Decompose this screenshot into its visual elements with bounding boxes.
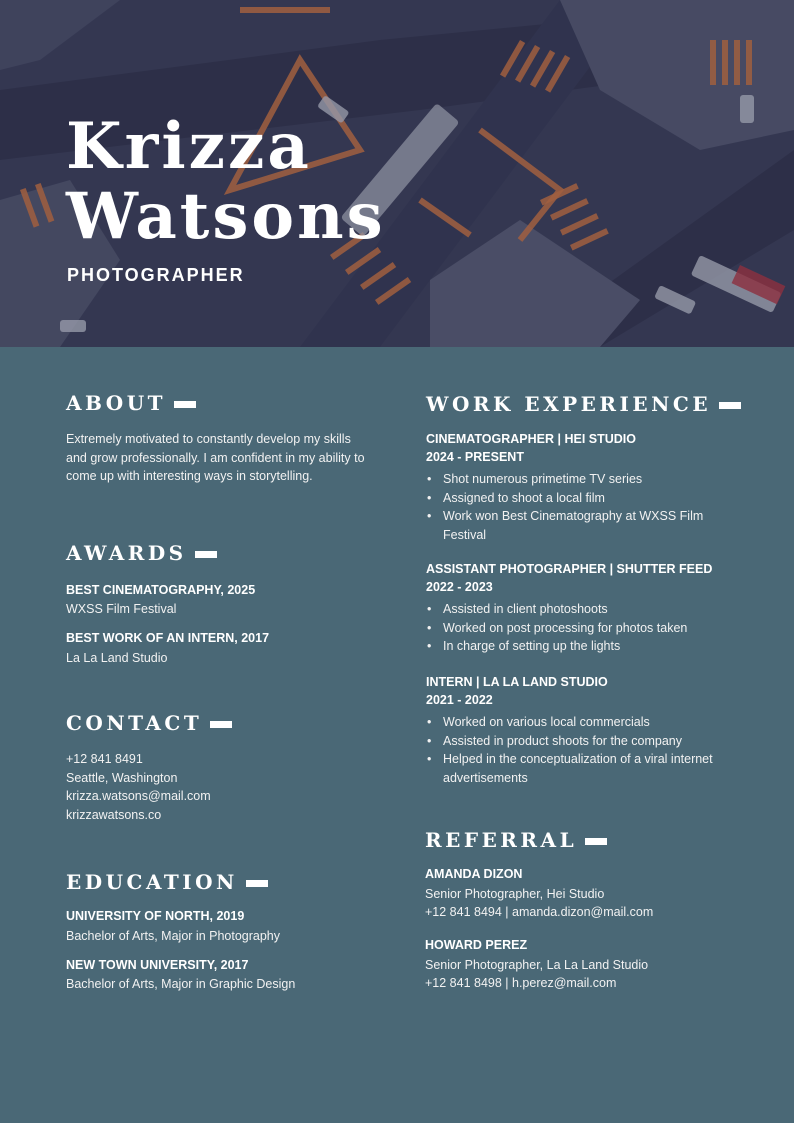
award-title: BEST WORK OF AN INTERN, 2017: [66, 631, 270, 645]
job-dates: 2022 - 2023: [426, 580, 493, 594]
job-role: CINEMATOGRAPHER | HEI STUDIO: [426, 432, 636, 446]
referral-heading: REFERRAL: [425, 828, 607, 852]
about-text: Extremely motivated to constantly develop my skills and grow professionally. I am confident in my ability to come up with interesting ways in storytelling.: [66, 432, 365, 483]
education-heading: EDUCATION: [66, 870, 268, 894]
job-bullet: • Assisted in product shoots for the company: [443, 732, 733, 751]
job-bullets: [425, 713, 733, 787]
awards-heading: AWARDS: [66, 541, 217, 565]
education-school: NEW TOWN UNIVERSITY, 2017: [66, 958, 249, 972]
referral-position: Senior Photographer, Hei Studio: [425, 887, 605, 901]
referral-name: HOWARD PEREZ: [425, 938, 528, 952]
job-bullets: [425, 600, 743, 656]
job-title: PHOTOGRAPHER: [67, 265, 245, 285]
referral-contact: +12 841 8498 | h.perez@mail.com: [425, 976, 617, 990]
work-heading: WORK EXPERIENCE: [426, 392, 741, 416]
job-role: ASSISTANT PHOTOGRAPHER | SHUTTER FEED: [426, 562, 713, 576]
award-title: BEST CINEMATOGRAPHY, 2025: [66, 583, 256, 597]
contact-website[interactable]: krizzawatsons.co: [66, 808, 162, 822]
job-dates: 2021 - 2022: [426, 693, 493, 707]
hero-banner: [0, 0, 794, 347]
award-org: WXSS Film Festival: [66, 602, 177, 616]
job-bullet: • In charge of setting up the lights: [443, 637, 743, 656]
job-bullet: • Assigned to shoot a local film: [443, 489, 743, 508]
job-dates: 2024 - PRESENT: [426, 450, 524, 464]
award-org: La La Land Studio: [66, 651, 168, 665]
job-bullet: • Worked on various local commercials: [443, 713, 733, 732]
job-bullet: • Worked on post processing for photos taken: [443, 619, 743, 638]
candidate-name: [66, 109, 386, 254]
job-bullet: • Helped in the conceptualization of a viral internet advertisements: [443, 750, 733, 787]
job-bullet: • Work won Best Cinematography at WXSS Film Festival: [443, 507, 743, 544]
job-role: INTERN | LA LA LAND STUDIO: [426, 675, 608, 689]
job-bullet: • Shot numerous primetime TV series: [443, 470, 743, 489]
contact-email[interactable]: krizza.watsons@mail.com: [66, 789, 211, 803]
contact-heading: CONTACT: [66, 711, 232, 735]
contact-phone: +12 841 8491: [66, 752, 143, 766]
job-bullets: [425, 470, 743, 544]
education-degree: Bachelor of Arts, Major in Photography: [66, 929, 281, 943]
referral-name: AMANDA DIZON: [425, 867, 523, 881]
about-heading: ABOUT: [66, 391, 196, 415]
job-bullet: • Assisted in client photoshoots: [443, 600, 743, 619]
contact-location: Seattle, Washington: [66, 771, 178, 785]
education-degree: Bachelor of Arts, Major in Graphic Design: [66, 977, 296, 991]
education-school: UNIVERSITY OF NORTH, 2019: [66, 909, 245, 923]
referral-contact: +12 841 8494 | amanda.dizon@mail.com: [425, 905, 654, 919]
first-name: Krizza: [66, 109, 312, 184]
referral-position: Senior Photographer, La La Land Studio: [425, 958, 649, 972]
last-name: Watsons: [66, 179, 386, 254]
